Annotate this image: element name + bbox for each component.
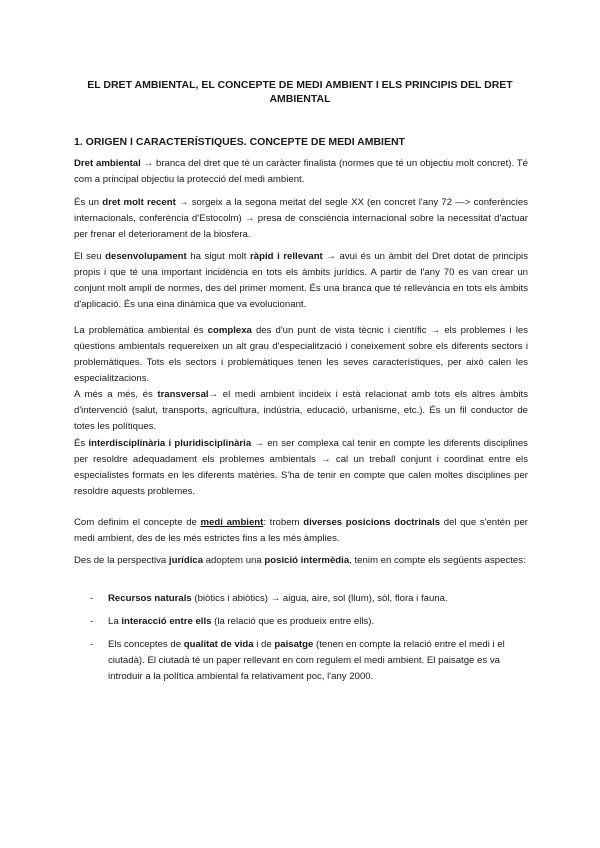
term: transversal: [157, 389, 209, 400]
paragraph-perspectiva-juridica: Des de la perspectiva jurídica adoptem una posició intermèdia, tenim en compte els següents aspectes:: [74, 555, 526, 566]
paragraph-transversal: A més a més, és transversal→ el medi ambient incideix i està relacionat amb tots els altres àmbits d'intervenció (salut, transports, agricultura, indústria, educació, urbanisme, etc.). És un fil conductor de totes les polítiques.: [74, 389, 528, 432]
list-item-text: Recursos naturals (biòtics i abiòtics) → aigua, aire, sol (llum), sòl, flora i fauna.: [108, 593, 448, 604]
list-bullet: -: [90, 616, 94, 627]
term: complexa: [207, 325, 252, 336]
document-title: EL DRET AMBIENTAL, EL CONCEPTE DE MEDI AMBIENT I ELS PRINCIPIS DEL DRET AMBIENTAL: [87, 79, 513, 105]
list-item: [90, 637, 530, 685]
paragraph-dret-ambiental: Dret ambiental → branca del dret que té un caràcter finalista (normes que té un objectiu molt concret). Té com a principal objectiu la protecció del medi ambient.: [74, 158, 528, 185]
list-item: [90, 591, 530, 607]
paragraph-complexa: La problemàtica ambiental és complexa des d'un punt de vista tècnic i científic → els problemes i les qüestions ambientals requereixen un alt grau d'especialització i coneixement sobre els diferents sectors i problemàtiques. Tots els sectors i problemàtiques tenen les seves característiques, per això calen les especialitzacions.: [74, 325, 528, 384]
term: interacció entre ells: [121, 616, 212, 627]
list-bullet: -: [90, 593, 94, 604]
paragraph-dret-recent: És un dret molt recent → sorgeix a la segona meitat del segle XX (en concret l'any 72 —> conferències internacionals, conferència d'Estocolm) → presa de consciència internacional sobre la necessitat d'actuar per frenar el deteriorament de la biosfera.: [74, 197, 528, 240]
term: ràpid i rellevant: [250, 251, 323, 262]
term: medi ambient: [200, 517, 264, 528]
term: interdisciplinària i pluridisciplinària: [88, 438, 252, 449]
term: dret molt recent: [102, 197, 176, 208]
section-heading: 1. ORIGEN I CARACTERÍSTIQUES. CONCEPTE DE MEDI AMBIENT: [74, 136, 405, 148]
list-item-text: La interacció entre ells (la relació que es produeix entre ells).: [108, 616, 375, 627]
list-bullet: -: [90, 639, 94, 650]
paragraph-desenvolupament: El seu desenvolupament ha sigut molt ràpid i rellevant → avui és un àmbit del Dret dotat de principis propis i que té una important incidència en tots els àmbits jurídics. A partir de l'any 70 es van crear un conjunt molt ampli de normes, des del primer moment. És una branca que té rellevància en tots els àmbits d'aplicació. És una eina dinàmica que va evolucionant.: [74, 251, 528, 310]
term: posició intermèdia: [264, 555, 350, 566]
term: Recursos naturals: [108, 593, 192, 604]
term: diverses posicions doctrinals: [303, 517, 441, 528]
term: jurídica: [168, 555, 204, 566]
term: paisatge: [274, 639, 314, 650]
term: qualitat de vida: [183, 639, 254, 650]
term: desenvolupament: [105, 251, 187, 262]
paragraph-medi-ambient: Com definim el concepte de medi ambient: trobem diverses posicions doctrinals del que s'entén per medi ambient, des de les més estrictes fins a les més àmplies.: [74, 517, 528, 544]
list-item-text: Els conceptes de qualitat de vida i de paisatge (tenen en compte la relació entre el medi i el ciutadà). El ciutadà té un paper rellevant en com regulem el medi ambient. El paisatge es va introduir a la política ambiental fa relativament poc, l'any 2000.: [108, 639, 505, 682]
list-item: [90, 614, 530, 630]
term: Dret ambiental: [74, 158, 141, 169]
paragraph-interdisciplinaria: És interdisciplinària i pluridisciplinària → en ser complexa cal tenir en compte les diferents disciplines per resoldre adequadament els problemes ambientals → cal un treball conjunt i coordinat entre els especialistes formats en les diferents matèries. S'ha de tenir en compte que calen moltes disciplines per resoldre aquests problemes.: [74, 438, 528, 497]
